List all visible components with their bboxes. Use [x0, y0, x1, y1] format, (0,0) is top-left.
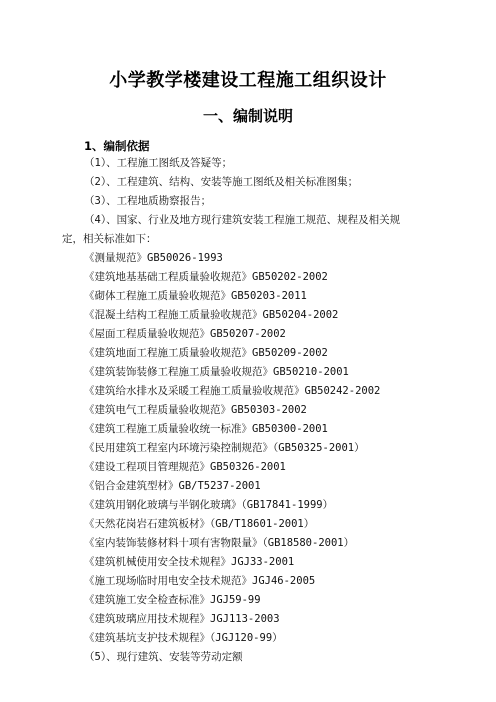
text-line: 《建筑玻璃应用技术规程》JGJ113-2003: [84, 613, 280, 625]
text-line: 《建筑工程施工质量验收统一标准》GB50300-2001: [84, 423, 328, 435]
text-line: 《建筑用钢化玻璃与半钢化玻璃》（GB17841-1999）: [84, 499, 334, 511]
text-line: 《施工现场临时用电安全技术规范》JGJ46-2005: [84, 575, 316, 587]
text-line: 《建筑地基基础工程质量验收规范》GB50202-2002: [84, 271, 328, 283]
text-line: 《屋面工程质量验收规范》GB50207-2002: [84, 328, 286, 340]
text-line: 《建设工程项目管理规范》GB50326-2001: [84, 461, 286, 473]
text-line: 《建筑电气工程质量验收规范》GB50303-2002: [84, 404, 307, 416]
text-line: （1）、工程施工图纸及答疑等；: [84, 157, 233, 169]
text-line: （4）、国家、行业及地方现行建筑安装工程施工规范、规程及相关规: [84, 214, 401, 226]
text-line: 《建筑地面工程施工质量验收规范》GB50209-2002: [84, 347, 328, 359]
text-line: （3）、工程地质勘察报告；: [84, 195, 212, 207]
text-line: 《砌体工程施工质量验收规范》GB50203-2011: [84, 290, 307, 302]
text-line: （2）、工程建筑、结构、安装等施工图纸及相关标准图集；: [84, 176, 359, 188]
text-line: 《室内装饰装修材料十项有害物限量》（GB18580-2001）: [84, 537, 355, 549]
text-line: 《铝合金建筑型材》GB/T5237-2001: [84, 480, 261, 492]
text-line: 《建筑施工安全检查标准》JGJ59-99: [84, 594, 261, 606]
text-line: 《建筑给水排水及采暖工程施工质量验收规范》GB50242-2002: [84, 385, 381, 397]
text-line: 《民用建筑工程室内环境污染控制规范》（GB50325-2001）: [84, 442, 365, 454]
text-line: （5）、现行建筑、安装等劳动定额: [84, 651, 243, 663]
document-title: 小学教学楼建设工程施工组织设计: [109, 70, 387, 91]
sub-heading: 1、编制依据: [84, 139, 150, 153]
text-line: 《建筑基坑支护技术规程》（JGJ120-99）: [84, 632, 283, 644]
text-line: 《天然花岗岩石建筑板材》（GB/T18601-2001）: [84, 518, 315, 530]
text-line: 《混凝土结构工程施工质量验收规范》GB50204-2002: [84, 309, 339, 321]
section-heading: 一、编制说明: [202, 107, 293, 125]
text-line: 《建筑装饰装修工程施工质量验收规范》GB50210-2001: [84, 366, 349, 378]
text-line: 《建筑机械使用安全技术规程》JGJ33-2001: [84, 556, 295, 568]
text-line: 定，相关标准如下：: [62, 233, 157, 245]
text-line: 《测量规范》GB50026-1993: [84, 252, 223, 264]
